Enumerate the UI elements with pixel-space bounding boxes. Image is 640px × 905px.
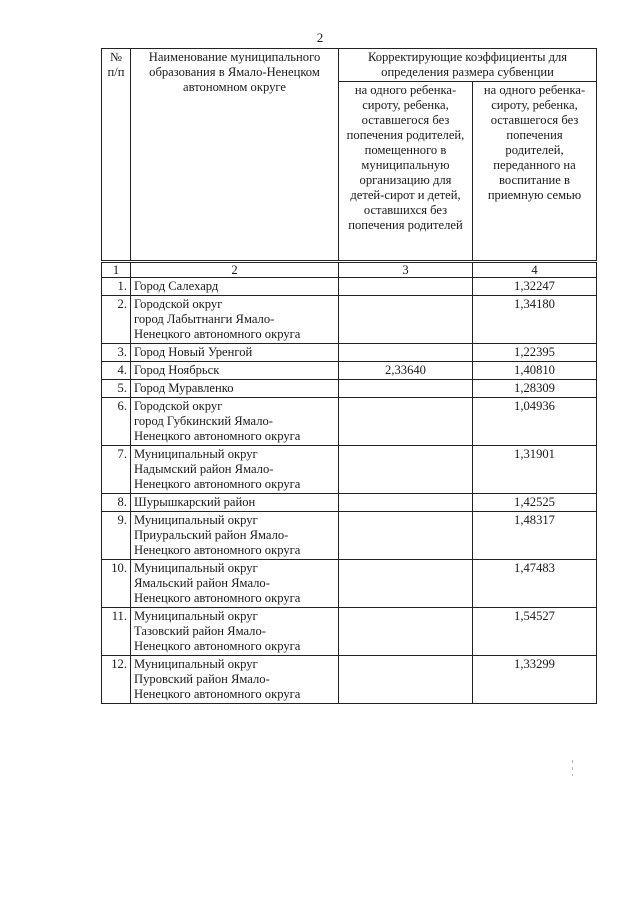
table-row (102, 344, 597, 362)
municipality-name (131, 380, 339, 398)
scan-speck (572, 767, 573, 770)
header-col-foster-family: на одного ребенка-сироту, ребенка, оставшегося без попечения родителей, переданного на воспитание в приемную семью (473, 82, 597, 262)
row-number: 12. (102, 656, 131, 704)
coefficient-institution (339, 446, 473, 494)
table-row (102, 362, 597, 380)
row-number: 1. (102, 278, 131, 296)
municipality-name (131, 362, 339, 380)
municipality-name (131, 278, 339, 296)
column-number: 4 (473, 262, 597, 278)
column-number: 3 (339, 262, 473, 278)
coefficient-foster-family: 1,22395 (473, 344, 597, 362)
municipality-name-line: город Лабытнанги Ямало- (134, 312, 275, 326)
municipality-name-line: Городской округ (134, 297, 223, 311)
coefficient-institution (339, 494, 473, 512)
table-body (102, 262, 597, 704)
page-number: 2 (316, 30, 324, 45)
municipality-name (131, 608, 339, 656)
coefficient-foster-family: 1,31901 (473, 446, 597, 494)
row-number: 10. (102, 560, 131, 608)
coefficient-foster-family: 1,47483 (473, 560, 597, 608)
municipality-name-line: Ненецкого автономного округа (134, 591, 301, 605)
table-row (102, 446, 597, 494)
table-row (102, 608, 597, 656)
header-col-number: № п/п (102, 49, 131, 262)
coefficient-foster-family: 1,28309 (473, 380, 597, 398)
municipality-name-line: Ненецкого автономного округа (134, 687, 301, 701)
row-number: 3. (102, 344, 131, 362)
column-numbers-row (102, 262, 597, 278)
municipality-name-line: Надымский район Ямало- (134, 462, 274, 476)
table-row (102, 656, 597, 704)
municipality-name-line: Муниципальный округ (134, 561, 258, 575)
header-col-coefficients: Корректирующие коэффициенты для определения размера субвенции (339, 49, 597, 82)
coefficient-institution (339, 344, 473, 362)
municipality-name-line: Приуральский район Ямало- (134, 528, 289, 542)
row-number: 6. (102, 398, 131, 446)
coefficient-foster-family: 1,33299 (473, 656, 597, 704)
coefficient-foster-family: 1,54527 (473, 608, 597, 656)
coefficient-institution (339, 398, 473, 446)
coefficient-institution: 2,33640 (339, 362, 473, 380)
table-row (102, 278, 597, 296)
coefficient-foster-family: 1,48317 (473, 512, 597, 560)
municipality-name-line: Муниципальный округ (134, 657, 258, 671)
subsidy-coefficients-table (101, 48, 597, 704)
municipality-name-line: Город Муравленко (134, 381, 234, 395)
municipality-name (131, 446, 339, 494)
municipality-name (131, 344, 339, 362)
coefficient-foster-family: 1,04936 (473, 398, 597, 446)
row-number: 5. (102, 380, 131, 398)
municipality-name-line: Муниципальный округ (134, 513, 258, 527)
municipality-name (131, 656, 339, 704)
municipality-name-line: Шурышкарский район (134, 495, 256, 509)
municipality-name (131, 560, 339, 608)
coefficient-foster-family: 1,32247 (473, 278, 597, 296)
row-number: 9. (102, 512, 131, 560)
row-number: 7. (102, 446, 131, 494)
row-number: 11. (102, 608, 131, 656)
coefficient-institution (339, 656, 473, 704)
coefficient-foster-family: 1,42525 (473, 494, 597, 512)
municipality-name-line: Ненецкого автономного округа (134, 639, 301, 653)
table-row (102, 494, 597, 512)
municipality-name-line: Ненецкого автономного округа (134, 327, 301, 341)
municipality-name-line: Муниципальный округ (134, 447, 258, 461)
coefficient-institution (339, 512, 473, 560)
row-number: 4. (102, 362, 131, 380)
municipality-name-line: Ненецкого автономного округа (134, 429, 301, 443)
column-number: 2 (131, 262, 339, 278)
municipality-name-line: Ненецкого автономного округа (134, 477, 301, 491)
header-col-institution: на одного ребенка-сироту, ребенка, оставшегося без попечения родителей, помещенного в муниципальную организацию для детей-сирот и детей, оставшихся без попечения родителей (339, 82, 473, 262)
coefficient-institution (339, 278, 473, 296)
municipality-name (131, 296, 339, 344)
table-row (102, 296, 597, 344)
coefficient-institution (339, 608, 473, 656)
municipality-name (131, 398, 339, 446)
municipality-name-line: Муниципальный округ (134, 609, 258, 623)
row-number: 2. (102, 296, 131, 344)
table-row (102, 512, 597, 560)
municipality-name-line: Город Салехард (134, 279, 219, 293)
municipality-name (131, 512, 339, 560)
municipality-name-line: Город Ноябрьск (134, 363, 220, 377)
table-row (102, 380, 597, 398)
municipality-name-line: Ямальский район Ямало- (134, 576, 270, 590)
municipality-name-line: Городской округ (134, 399, 223, 413)
header-col-municipality: Наименование муниципального образования в Ямало-Ненецком автономном округе (131, 49, 339, 262)
municipality-name-line: Пуровский район Ямало- (134, 672, 270, 686)
scan-speck (572, 774, 573, 776)
scan-speck (572, 760, 573, 763)
table-row (102, 560, 597, 608)
column-number: 1 (102, 262, 131, 278)
table-row (102, 398, 597, 446)
coefficient-foster-family: 1,40810 (473, 362, 597, 380)
municipality-name-line: Тазовский район Ямало- (134, 624, 266, 638)
municipality-name-line: город Губкинский Ямало- (134, 414, 273, 428)
coefficient-foster-family: 1,34180 (473, 296, 597, 344)
municipality-name-line: Ненецкого автономного округа (134, 543, 301, 557)
row-number: 8. (102, 494, 131, 512)
coefficient-institution (339, 296, 473, 344)
municipality-name-line: Город Новый Уренгой (134, 345, 253, 359)
municipality-name (131, 494, 339, 512)
coefficient-institution (339, 560, 473, 608)
coefficient-institution (339, 380, 473, 398)
